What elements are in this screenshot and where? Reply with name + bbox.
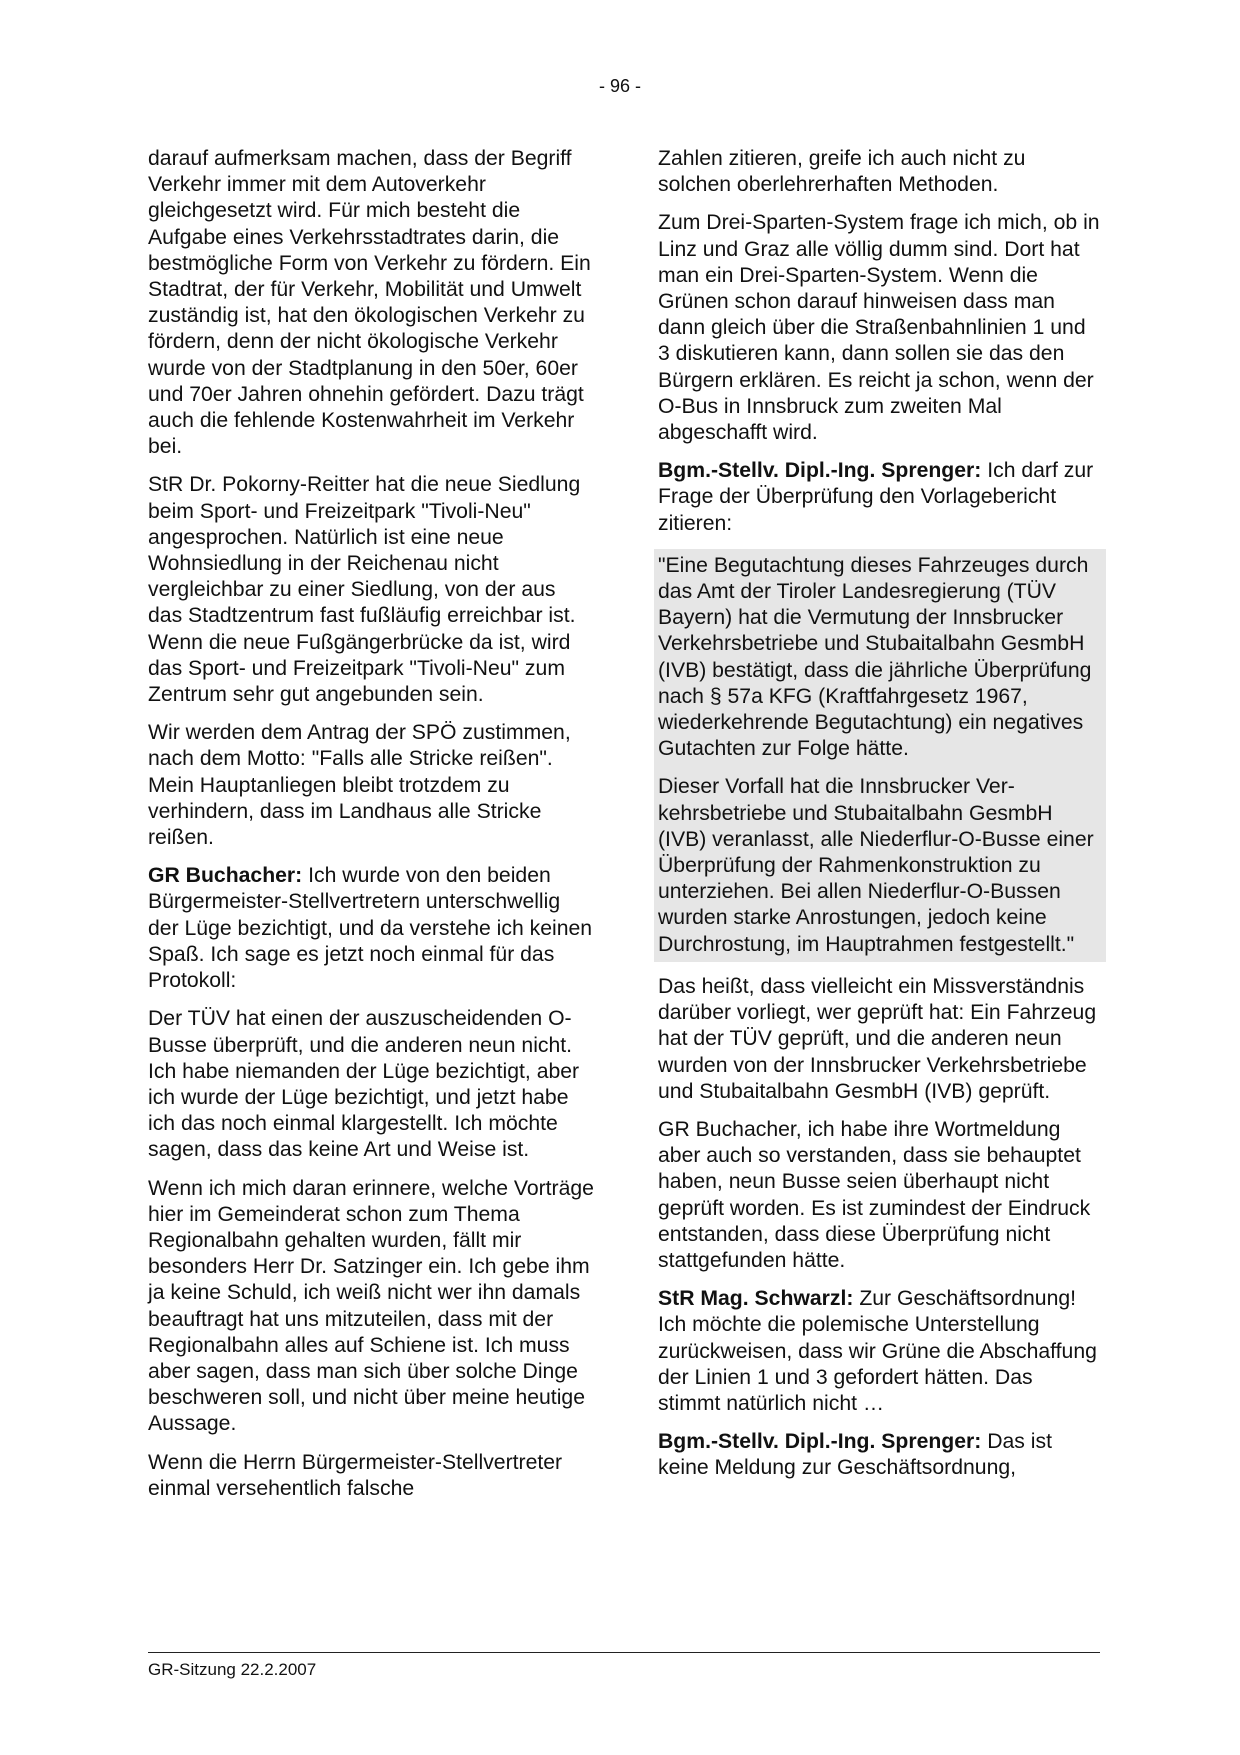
quote-paragraph: Dieser Vorfall hat die Innsbrucker Verkehrsbetriebe und Stubaitalbahn GesmbH (IVB) veranlasst, alle Niederflur-O-Busse einer Überprüfung der Rahmenkonstruktion zu unterziehen. Bei allen Niederflur-O-Bussen wurden starke Anrostungen, jedoch keine Durchrostung, im Hauptrahmen festgestellt." bbox=[658, 775, 1094, 956]
paragraph: Das heißt, dass vielleicht ein Missverständnis darüber vorliegt, wer geprüft hat: Ein Fahrzeug hat der TÜV geprüft, und die anderen neun wurden von der Innsbrucker Verkehrsbetriebe und Stubaitalbahn GesmbH (IVB) geprüft. bbox=[658, 974, 1097, 1103]
left-column bbox=[148, 146, 594, 1514]
paragraph: GR Buchacher: Ich wurde von den beiden Bürgermeister-Stellvertretern unterschwellig der Lüge bezichtigt, und da verstehe ich keinen Spaß. Ich sage es jetzt noch einmal für das Protokoll: bbox=[148, 864, 593, 993]
paragraph: Bgm.-Stellv. Dipl.-Ing. Sprenger: Ich darf zur Frage der Überprüfung den Vorlagebericht zitieren: bbox=[658, 459, 1094, 535]
speaker-name: StR Mag. Schwarzl: bbox=[658, 1287, 854, 1311]
footer-session-label: GR-Sitzung 22.2.2007 bbox=[148, 1660, 317, 1679]
quote-paragraph: "Eine Begutachtung dieses Fahrzeuges durch das Amt der Tiroler Landesregierung (TÜV Bayern) hat die Vermutung der Innsbrucker Verkehrsbetriebe und Stubaitalbahn GesmbH (IVB) bestätigt, dass die jährliche Überprüfung nach § 57a KFG (Kraftfahrgesetz 1967, wiederkehrende Begutachtung) ein negatives Gutachten zur Folge hätte. bbox=[658, 553, 1092, 761]
speaker-name: Bgm.-Stellv. Dipl.-Ing. Sprenger: bbox=[658, 459, 982, 483]
paragraph: StR Dr. Pokorny-Reitter hat die neue Siedlung beim Sport- und Freizeitpark "Tivoli-Neu" angesprochen. Natürlich ist eine neue Wohnsiedlung in der Reichenau nicht vergleichbar zu einer Siedlung, von der aus das Stadtzentrum fast fußläufig erreichbar ist. Wenn die neue Fußgängerbrücke da ist, wird das Sport- und Freizeitpark "Tivoli-Neu" zum Zentrum sehr gut angebunden sein. bbox=[148, 473, 581, 707]
speaker-name: Bgm.-Stellv. Dipl.-Ing. Sprenger: bbox=[658, 1430, 982, 1454]
paragraph: Wir werden dem Antrag der SPÖ zustimmen, nach dem Motto: "Falls alle Stricke reißen". Mein Hauptanliegen bleibt trotzdem zu verhindern, dass im Landhaus alle Stricke reißen. bbox=[148, 721, 571, 850]
paragraph: Der TÜV hat einen der auszuscheidenden O-Busse überprüft, und die anderen neun nicht. Ich habe niemanden der Lüge bezichtigt, aber ich wurde der Lüge bezichtigt, und jetzt habe ich das noch einmal klargestellt. Ich möchte sagen, dass das keine Art und Weise ist. bbox=[148, 1007, 580, 1162]
speaker-name: GR Buchacher: bbox=[148, 864, 303, 888]
paragraph: StR Mag. Schwarzl: Zur Geschäftsordnung! Ich möchte die polemische Unterstellung zurückweisen, dass wir Grüne die Abschaffung der Linien 1 und 3 gefordert hätten. Das stimmt natürlich nicht … bbox=[658, 1287, 1097, 1415]
right-column bbox=[658, 146, 1100, 1494]
paragraph: darauf aufmerksam machen, dass der Begriff Verkehr immer mit dem Autoverkehr gleichgesetzt wird. Für mich besteht die Aufgabe eines Verkehrsstadtrates darin, die bestmögliche Form von Verkehr zu fördern. Ein Stadtrat, der für Verkehr, Mobilität und Umwelt zuständig ist, hat den ökologischen Verkehr zu fördern, denn der nicht ökologische Verkehr wurde von der Stadtplanung in den 50er, 60er und 70er Jahren ohnehin gefördert. Dazu trägt auch die fehlende Kostenwahrheit im Verkehr bei. bbox=[148, 147, 591, 459]
page-number: - 96 - bbox=[598, 76, 641, 96]
paragraph: Zum Drei-Sparten-System frage ich mich, ob in Linz und Graz alle völlig dumm sind. Dort hat man ein Drei-Sparten-System. Wenn die Grünen schon darauf hinweisen dass man dann gleich über die Straßenbahnlinien 1 und 3 diskutieren kann, dann sollen sie das den Bürgern erklären. Es reicht ja schon, wenn der O-Bus in Innsbruck zum zweiten Mal abgeschafft wird. bbox=[658, 211, 1100, 445]
paragraph: Wenn die Herrn Bürgermeister-Stellvertreter einmal versehentlich falsche bbox=[148, 1450, 563, 1500]
paragraph: Bgm.-Stellv. Dipl.-Ing. Sprenger: Das ist keine Meldung zur Geschäftsordnung, bbox=[658, 1430, 1052, 1480]
paragraph: GR Buchacher, ich habe ihre Wortmeldung aber auch so verstanden, dass sie behauptet haben, neun Busse seien überhaupt nicht geprüft worden. Es ist zumindest der Eindruck entstanden, dass diese Überprüfung nicht stattgefunden hätte. bbox=[658, 1117, 1091, 1272]
quoted-report bbox=[654, 549, 1106, 962]
paragraph: Zahlen zitieren, greife ich auch nicht zu solchen oberlehrerhaften Methoden. bbox=[658, 147, 1026, 197]
footer-divider bbox=[148, 1652, 1100, 1653]
paragraph: Wenn ich mich daran erinnere, welche Vorträge hier im Gemeinderat schon zum Thema Regionalbahn gehalten wurden, fällt mir besonders Herr Dr. Satzinger ein. Ich gebe ihm ja keine Schuld, ich weiß nicht wer ihn damals beauftragt hat uns mitzuteilen, dass mit der Regionalbahn alles auf Schiene ist. Ich muss aber sagen, dass man sich über solche Dinge beschweren soll, und nicht über meine heutige Aussage. bbox=[148, 1176, 594, 1436]
